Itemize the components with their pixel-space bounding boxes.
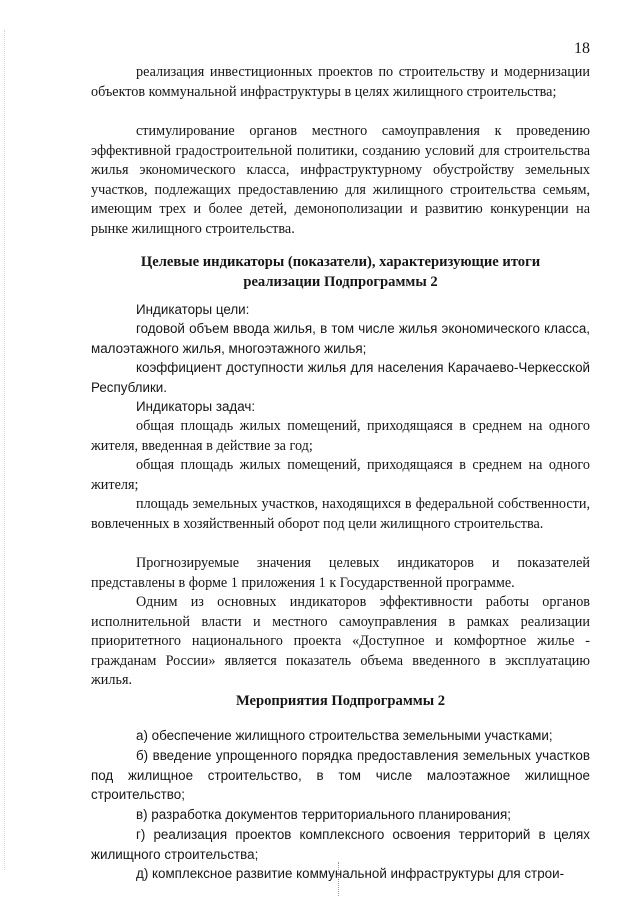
paragraph: Индикаторы цели:: [136, 302, 250, 317]
paragraph: общая площадь жилых помещений, приходящаяся в среднем на одного жителя, введенная в действие за год;: [91, 418, 590, 454]
list-item: б) введение упрощенного порядка предоставления земельных участков под жилищное строительство, в том числе малоэтажное жилищное строительство;: [91, 748, 590, 803]
list-item: в) разработка документов территориального планирования;: [136, 807, 512, 822]
paragraph: Прогнозируемые значения целевых индикаторов и показателей представлены в форме 1 приложения 1 к Государственной программе.: [91, 555, 590, 591]
scan-edge-dots: [4, 30, 6, 870]
intro-paragraph: стимулирование органов местного самоуправления к проведению эффективной градостроительной политики, созданию условий для строительства жилья экономического класса, инфраструктурному обустройству земельных участков, подлежащих предоставлению для жилищного строительства семьям, имеющим трех и более детей, демонополизации и развитию конкуренции на рынке жилищного строительства.: [91, 123, 590, 237]
paragraph: площадь земельных участков, находящихся в федеральной собственности, вовлеченных в хозяйственный оборот под цели жилищного строительства.: [91, 496, 590, 532]
paragraph: Индикаторы задач:: [136, 399, 256, 414]
page-number: 18: [574, 40, 590, 57]
section-heading-indicators: [91, 252, 590, 292]
paragraph: Одним из основных индикаторов эффективности работы органов исполнительной власти и местного самоуправления в рамках реализации приоритетного национального проекта «Доступное и комфортное жилье - гражданам России» является показатель объема введенного в эксплуатацию жилья.: [91, 594, 590, 689]
section-heading-measures: Мероприятия Подпрограммы 2: [235, 693, 446, 709]
paragraph: годовой объем ввода жилья, в том числе жилья экономического класса, малоэтажного жилья, многоэтажного жилья;: [91, 321, 590, 356]
heading-line: реализации Подпрограммы 2: [243, 274, 438, 290]
heading-line: Целевые индикаторы (показатели), характеризующие итоги: [140, 254, 541, 270]
scan-dots: [338, 862, 341, 896]
intro-paragraph: реализация инвестиционных проектов по строительству и модернизации объектов коммунальной инфраструктуры в целях жилищного строительства;: [91, 64, 590, 100]
list-item: а) обеспечение жилищного строительства земельными участками;: [136, 728, 553, 743]
paragraph: общая площадь жилых помещений, приходящаяся в среднем на одного жителя;: [91, 457, 590, 493]
list-item: г) реализация проектов комплексного освоения территорий в целях жилищного строительства;: [91, 827, 590, 862]
list-item: д) комплексное развитие коммунальной инфраструктуры для строи-: [136, 866, 565, 881]
paragraph: коэффициент доступности жилья для населения Карачаево-Черкесской Республики.: [91, 360, 590, 395]
